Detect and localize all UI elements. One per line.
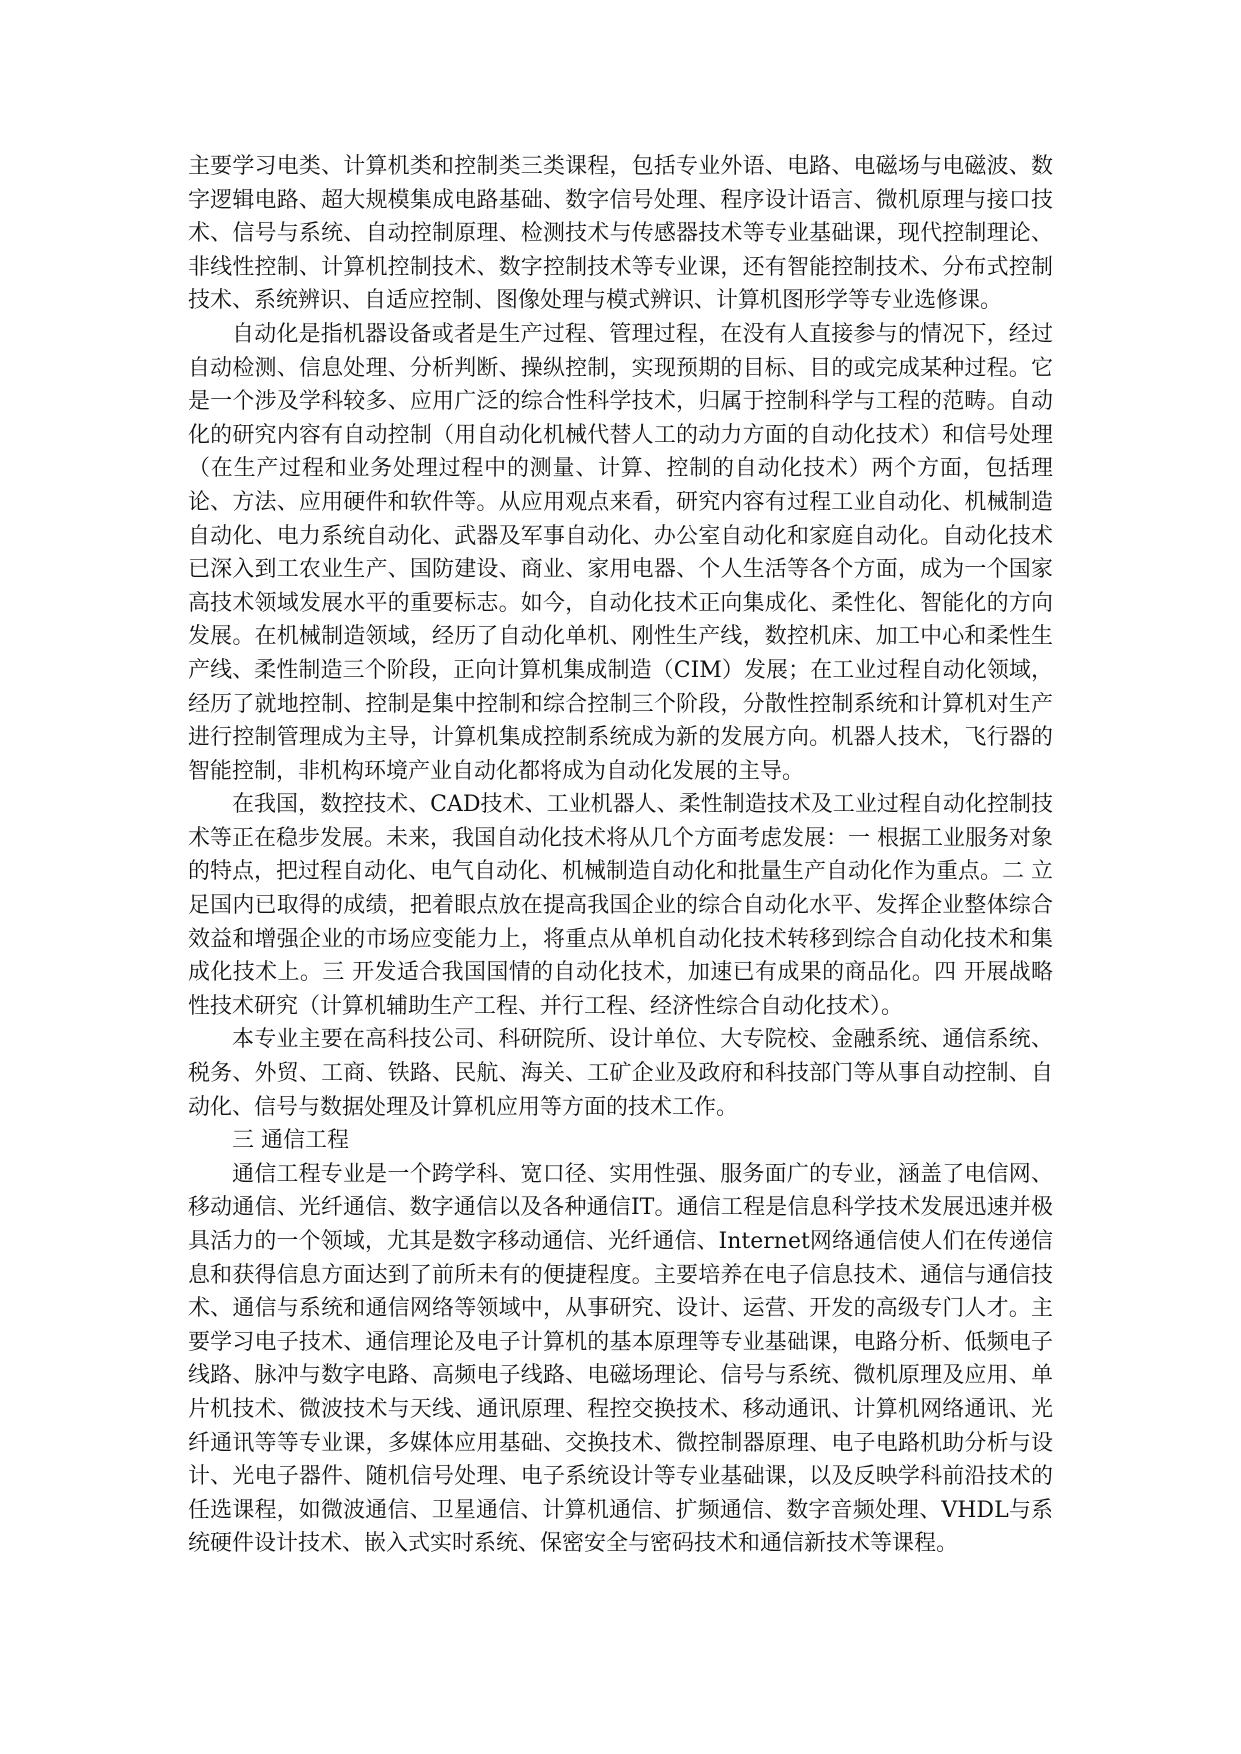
paragraph-automation-china: 在我国，数控技术、CAD技术、工业机器人、柔性制造技术及工业过程自动化控制技术等正在稳步发展。未来，我国自动化技术将从几个方面考虑发展：一 根据工业服务对象的特点，把过程自动化、电气自动化、机械制造自动化和批量生产自动化作为重点。二 立足国内已取得的成绩，把着眼点放在提高我国企业的综合自动化水平、发挥企业整体综合效益和增强企业的市场应变能力上，将重点从单机自动化技术转移到综合自动化技术和集成化技术上。三 开发适合我国国情的自动化技术，加速已有成果的商品化。四 开展战略性技术研究（计算机辅助生产工程、并行工程、经济性综合自动化技术）。 [188,792,1053,1019]
paragraph-automation-definition: 自动化是指机器设备或者是生产过程、管理过程，在没有人直接参与的情况下，经过自动检测、信息处理、分析判断、操纵控制，实现预期的目标、目的或完成某种过程。它是一个涉及学科较多、应用广泛的综合性科学技术，归属于控制科学与工程的范畴。自动化的研究内容有自动控制（用自动化机械代替人工的动力方面的自动化技术）和信号处理（在生产过程和业务处理过程中的测量、计算、控制的自动化技术）两个方面，包括理论、方法、应用硬件和软件等。从应用观点来看，研究内容有过程工业自动化、机械制造自动化、电力系统自动化、武器及军事自动化、办公室自动化和家庭自动化。自动化技术已深入到工农业生产、国防建设、商业、家用电器、个人生活等各个方面，成为一个国家高技术领域发展水平的重要标志。如今，自动化技术正向集成化、柔性化、智能化的方向发展。在机械制造领域，经历了自动化单机、刚性生产线，数控机床、加工中心和柔性生产线、柔性制造三个阶段，正向计算机集成制造（CIM）发展；在工业过程自动化领域，经历了就地控制、控制是集中控制和综合控制三个阶段，分散性控制系统和计算机对生产进行控制管理成为主导，计算机集成控制系统成为新的发展方向。机器人技术，飞行器的智能控制，非机构环境产业自动化都将成为自动化发展的主导。 [188,321,1053,784]
paragraph-communication-engineering: 通信工程专业是一个跨学科、宽口径、实用性强、服务面广的专业，涵盖了电信网、移动通信、光纤通信、数字通信以及各种通信IT。通信工程是信息科学技术发展迅速并极具活力的一个领域，尤其是数字移动通信、光纤通信、Internet网络通信使人们在传递信息和获得信息方面达到了前所未有的便捷程度。主要培养在电子信息技术、通信与通信技术、通信与系统和通信网络等领域中，从事研究、设计、运营、开发的高级专门人才。主要学习电子技术、通信理论及电子计算机的基本原理等专业基础课，电路分析、低频电子线路、脉冲与数字电路、高频电子线路、电磁场理论、信号与系统、微机原理及应用、单片机技术、微波技术与天线、通讯原理、程控交换技术、移动通讯、计算机网络通讯、光纤通讯等等专业课，多媒体应用基础、交换技术、微控制器原理、电子电路机助分析与设计、光电子器件、随机信号处理、电子系统设计等专业基础课，以及反映学科前沿技术的任选课程，如微波通信、卫星通信、计算机通信、扩频通信、数字音频处理、VHDL与系统硬件设计技术、嵌入式实时系统、保密安全与密码技术和通信新技术等课程。 [188,1161,1053,1557]
document-body [188,150,1053,1561]
paragraph-curriculum: 主要学习电类、计算机类和控制类三类课程，包括专业外语、电路、电磁场与电磁波、数字逻辑电路、超大规模集成电路基础、数字信号处理、程序设计语言、微机原理与接口技术、信号与系统、自动控制原理、检测技术与传感器技术等专业基础课，现代控制理论、非线性控制、计算机控制技术、数字控制技术等专业课，还有智能控制技术、分布式控制技术、系统辨识、自适应控制、图像处理与模式辨识、计算机图形学等专业选修课。 [188,154,1053,314]
paragraph-career: 本专业主要在高科技公司、科研院所、设计单位、大专院校、金融系统、通信系统、税务、外贸、工商、铁路、民航、海关、工矿企业及政府和科技部门等从事自动控制、自动化、信号与数据处理及计算机应用等方面的技术工作。 [188,1027,1053,1120]
section-heading: 三 通信工程 [232,1128,349,1154]
